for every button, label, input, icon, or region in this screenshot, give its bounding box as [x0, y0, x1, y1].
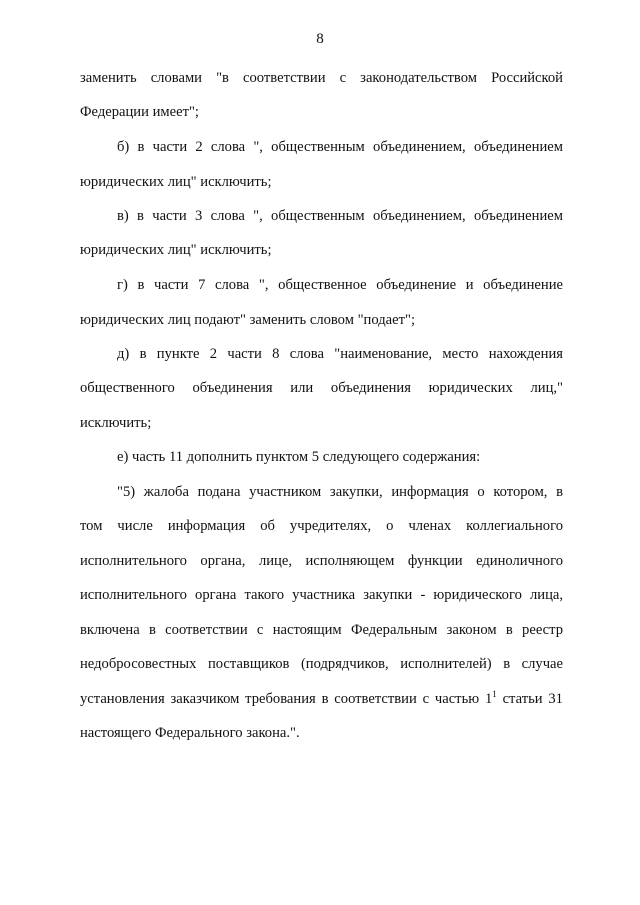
text-line: юридических лиц подают" заменить словом "подает";: [80, 312, 416, 328]
text-line: исполнительного органа такого участника закупки - юридического лица,: [80, 587, 563, 603]
text-line: "5) жалоба подана участником закупки, информация о котором, в: [117, 484, 563, 500]
text-line: юридических лиц" исключить;: [80, 174, 272, 190]
text-line: том числе информация об учредителях, о членах коллегиального: [80, 518, 563, 534]
superscript: 1: [492, 689, 497, 699]
text-line: недобросовестных поставщиков (подрядчиков, исполнителей) в случае: [80, 656, 563, 672]
text-segment: установления заказчиком требования в соответствии с частью 1: [80, 691, 493, 707]
page-number: 8: [316, 31, 324, 47]
text-line: включена в соответствии с настоящим Федеральным законом в реестр: [80, 622, 563, 638]
text-line: заменить словами "в соответствии с законодательством Российской: [80, 70, 563, 86]
text-line: в) в части 3 слова ", общественным объединением, объединением: [117, 208, 563, 224]
text-line: исключить;: [80, 415, 152, 431]
text-line: Федерации имеет";: [80, 104, 199, 120]
text-segment: статьи 31: [496, 691, 563, 707]
text-line: е) часть 11 дополнить пунктом 5 следующего содержания:: [117, 449, 481, 465]
text-line: настоящего Федерального закона.".: [80, 725, 300, 741]
text-line: юридических лиц" исключить;: [80, 242, 272, 258]
text-line: исполнительного органа, лице, исполняющем функции единоличного: [80, 553, 563, 569]
text-line: г) в части 7 слова ", общественное объединение и объединение: [117, 277, 563, 293]
text-line: общественного объединения или объединения юридических лиц,": [80, 380, 563, 396]
text-line: б) в части 2 слова ", общественным объединением, объединением: [117, 139, 563, 155]
text-line-with-superscript: [80, 689, 563, 709]
text-line: д) в пункте 2 части 8 слова "наименование, место нахождения: [117, 346, 563, 362]
